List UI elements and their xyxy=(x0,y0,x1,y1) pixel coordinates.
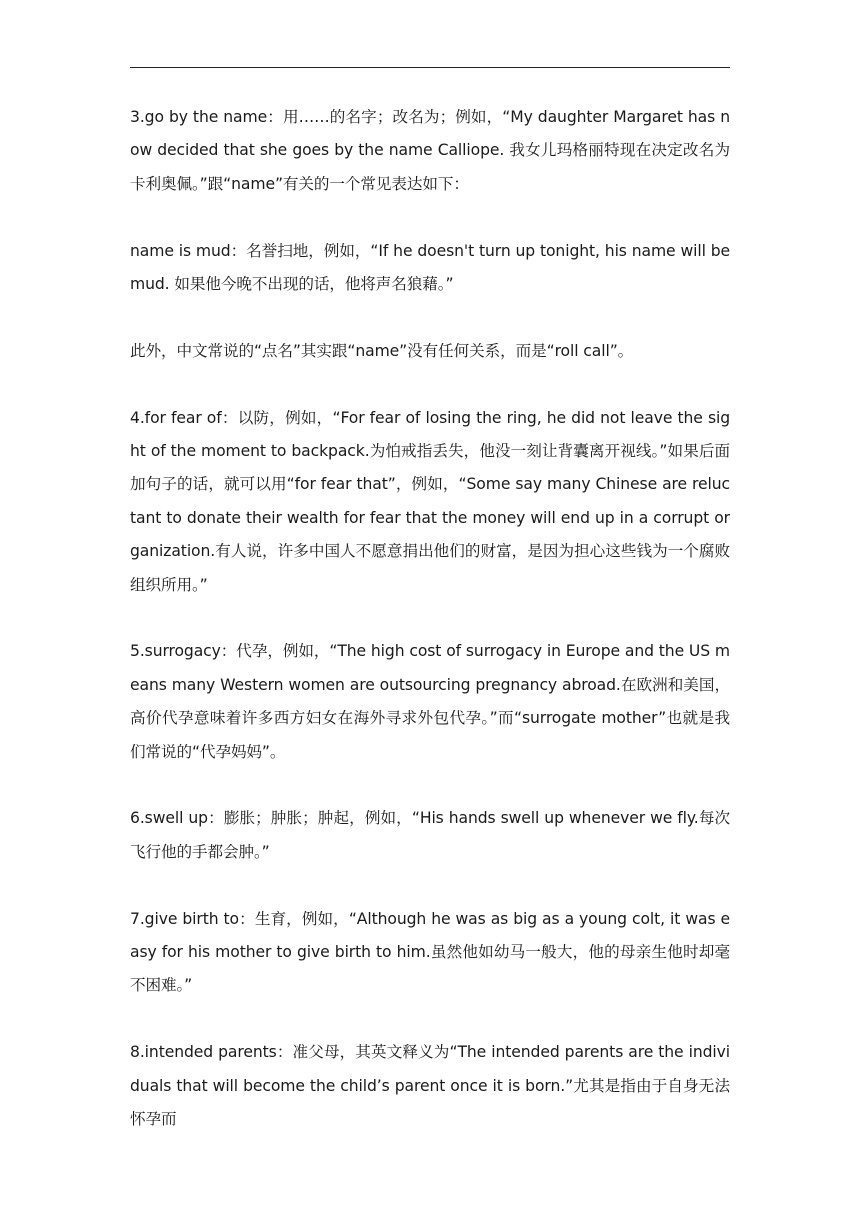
paragraph-item-3-go-by-the-name: 3.go by the name：用……的名字；改名为；例如，“My daughter Margaret has now decided that she goes by the name Calliope. 我女儿玛格丽特现在决定改名为卡利奥佩。”跟“name”有关的一个常见表达如下： xyxy=(130,108,730,193)
paragraph-item-6-swell-up: 6.swell up：膨胀；肿胀；肿起，例如，“His hands swell up whenever we fly.每次飞行他的手都会肿。” xyxy=(130,809,730,861)
paragraph-item-5-surrogacy: 5.surrogacy：代孕，例如，“The high cost of surrogacy in Europe and the US means many Western women are outsourcing pregnancy abroad.在欧洲和美国，高价代孕意味着许多西方妇女在海外寻求外包代孕。”而“surrogate mother”也就是我们常说的“代孕妈妈”。 xyxy=(130,642,730,761)
paragraph-name-is-mud: name is mud：名誉扫地，例如，“If he doesn't turn up tonight, his name will be mud. 如果他今晚不出现的话，他将声名狼藉。” xyxy=(130,241,730,294)
paragraph-item-7-give-birth-to: 7.give birth to：生育，例如，“Although he was as big as a young colt, it was easy for his mother to give birth to him.虽然他如幼马一般大，他的母亲生他时却毫不困难。” xyxy=(130,909,730,995)
paragraph-item-8-intended-parents: 8.intended parents：准父母，其英文释义为“The intended parents are the individuals that will become the child’s parent once it is born.”尤其是指由于自身无法怀孕而 xyxy=(130,1043,730,1129)
document-body xyxy=(130,101,730,1170)
paragraph-item-4-for-fear-of: 4.for fear of：以防，例如，“For fear of losing the ring, he did not leave the sight of the moment to backpack.为怕戒指丢失，他没一刻让背囊离开视线。”如果后面加句子的话，就可以用“for fear that”，例如，“Some say many Chinese are reluctant to donate their wealth for fear that the money will end up in a corrupt organization.有人说，许多中国人不愿意捐出他们的财富，是因为担心这些钱为一个腐败组织所用。” xyxy=(130,408,730,594)
header-rule xyxy=(130,67,730,68)
paragraph-roll-call-note: 此外，中文常说的“点名”其实跟“name”没有任何关系，而是“roll call”。 xyxy=(130,341,634,360)
